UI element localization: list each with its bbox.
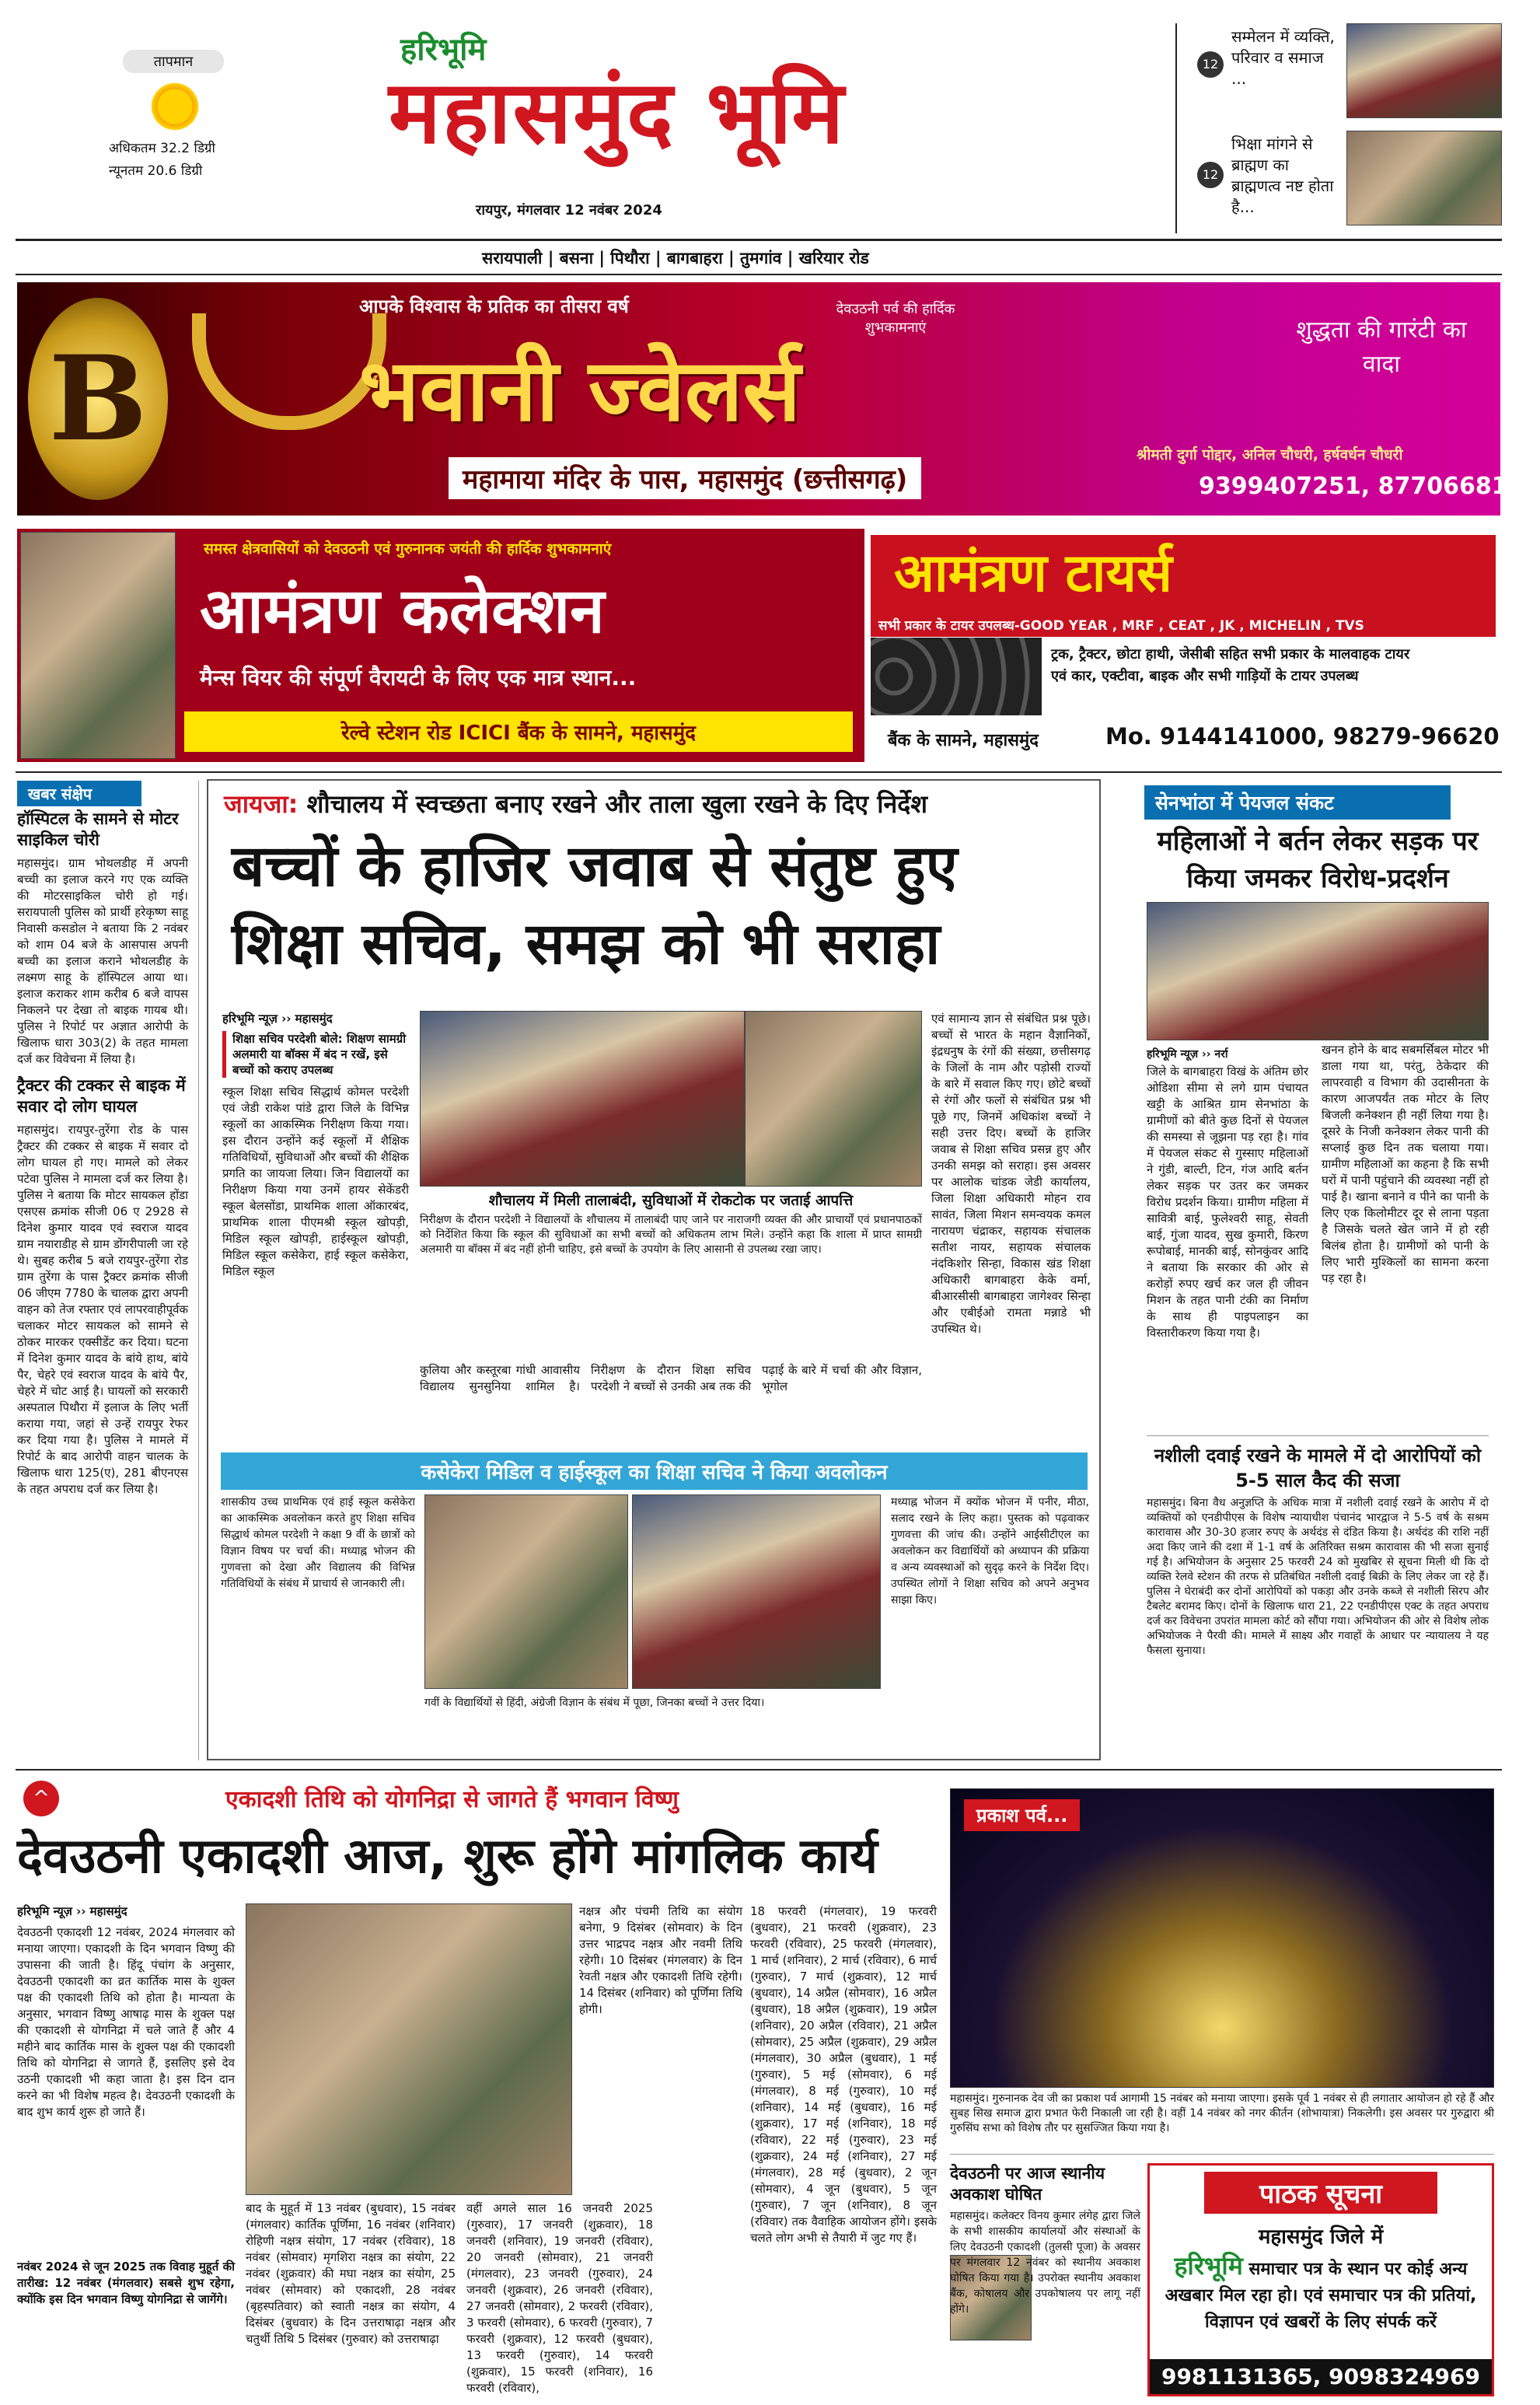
brief-body-1: महासमुंद। ग्राम भोथलडीह में अपनी बच्ची का इलाज करने गए एक व्यक्ति की मोटरसाइकिल चोरी हो गई। सरायपाली पुलिस को प्रार्थी हरेकृष्ण साहू निवासी कसडोल ने बताया कि 2 नवंबर को शाम 04 बजे के आसपास अपनी बच्ची का इलाज कराने भोथलडीह के लक्ष्मण साहू के हॉस्पिटल आया था। इलाज कराकर शाम करीब 6 बजे वापस निकलने पर देखा तो बाइक गायब थी। पुलिस ने रिपोर्ट पर अज्ञात आरोपी के खिलाफ धारा 303(2) के तहत मामला दर्ज कर विवेचना में लिया है। — [17, 856, 188, 1066]
lead-photo-officials[interactable] — [745, 1011, 922, 1187]
prakash-photo[interactable] — [950, 1788, 1494, 2088]
tyres-photo — [871, 638, 1042, 715]
prakash-label: प्रकाश पर्व... — [964, 1799, 1080, 1831]
notice-title: पाठक सूचना — [1204, 2172, 1437, 2214]
brief-headline-1[interactable]: हॉस्पिटल के सामने से मोटर साइकिल चोरी — [17, 809, 179, 849]
temp-min: न्यूनतम 20.6 डिग्री — [109, 163, 203, 179]
ekadashi-badge: ^ — [23, 1781, 59, 1816]
lead-kicker-tag: जायजा: — [224, 789, 299, 819]
jewellers-owners: श्रीमती दुर्गा पोद्दार, अनिल चौधरी, हर्षवर्धन चौधरी — [1137, 446, 1403, 463]
notice-line-1: महासमुंद जिले में — [1258, 2225, 1384, 2249]
lead-kicker-text: शौचालय में स्वच्छता बनाए रखने और ताला खुला रखने के दिए निर्देश — [306, 789, 928, 819]
collection-address: रेल्वे स्टेशन रोड ICICI बैंक के सामने, महासमुंद — [184, 711, 853, 752]
water-byline: हरिभूमि न्यूज़ ›› नर्रा — [1147, 1048, 1228, 1061]
tyres-desc: ट्रक, ट्रैक्टर, छोटा हाथी, जेसीबी सहित सभी प्रकार के मालवाहक टायर एवं कार, एक्टीवा, बाइक और सभी गाड़ियों के टायर उपलब्ध — [1051, 646, 1410, 684]
water-label: सेनभांठा में पेयजल संकट — [1144, 785, 1451, 820]
sun-icon — [148, 79, 202, 134]
brand-kicker: हरिभूमि — [400, 32, 487, 68]
sub-photo-2[interactable] — [632, 1494, 881, 1689]
tyres-name: आमंत्रण टायर्स — [871, 535, 1496, 613]
brief-label: खबर संक्षेप — [17, 781, 141, 806]
notice-brand: हरिभूमि — [1174, 2251, 1243, 2281]
ekadashi-col-2: बाद के मुहूर्त में 13 नवंबर (बुधवार), 15 नवंबर (मंगलवार) कार्तिक पूर्णिमा, 16 नवंबर (शनिवार) रोहिणी नक्षत्र संयोग, 17 नवंबर (रविवार), 18 नवंबर (सोमवार) मृगशिरा नक्षत्र का संयोग, 22 नवंबर (शुक्रवार) की मघा नक्षत्र का संयोग, 25 नवंबर (सोमवार) को एकादशी, 28 नवंबर (बृहस्पतिवार) को स्वाती नक्षत्र का संयोग, 4 दिसंबर (बुधवार) के दिन उत्तराषाढ़ा नक्षत्र और चतुर्थी तिथि 5 दिसंबर (गुरुवार) को उत्तराषाढ़ा — [246, 2201, 456, 2346]
temp-max: अधिकतम 32.2 डिग्री — [109, 141, 215, 156]
reader-notice — [1147, 2163, 1494, 2396]
lead-kicker — [224, 787, 927, 820]
sub-banner: कसेकेरा मिडिल व हाईस्कूल का शिक्षा सचिव ने किया अवलोकन — [221, 1452, 1088, 1490]
water-col-2: खनन होने के बाद सबमर्सिबल मोटर भी डाला गया था, परंतु, ठेकेदार की लापरवाही व विभाग की उदासीनता के कारण आजपर्यंत तक मोटर के लिए बिजली कनेक्शन ही नहीं लिया गया है। दूसरे के निजी कनेक्शन लेकर पानी की सप्लाई कुछ दिन तक चलाया गया। ग्रामीण महिलाओं का कहना है कि सभी घरों में पानी पहुंचाने की व्यवस्था नहीं हो पाई है। खाना बनाने व पीने का पानी के लिए एक किलोमीटर दूर से लाना पड़ता है जिसके चलते खेत जाने में हो रही बिलंब होता है। ग्रामीणों को पानी के लिए भारी मुश्किलों का सामना करना पड़ रहा है। — [1322, 1043, 1489, 1285]
lead-pull-quote: शिक्षा सचिव परदेशी बोले: शिक्षण सामग्री अलमारी या बॉक्स में बंद न रखें, इसे बच्चों को कराए उपलब्ध — [222, 1031, 409, 1078]
teaser-text: भिक्षा मांगने से ब्राह्मण का ब्राह्मणत्व नष्ट होता है... — [1231, 135, 1334, 216]
sub-left-text: शासकीय उच्च प्राथमिक एवं हाई स्कूल कसेकेरा का आकस्मिक अवलोकन करते हुए शिक्षा सचिव सिद्धार्थ कोमल परदेशी ने कक्षा 9 वीं के छात्रों को विज्ञान विषय पर चर्चा की। मध्याह्न भोजन की गुणवत्ता को देखा और विद्यालय की विभिन्न गतिविधियों के संबंध में प्राचार्य से जानकारी ली। — [221, 1496, 415, 1590]
tyres-phone: Mo. 9144141000, 98279-96620 — [1105, 723, 1500, 750]
amantran-ad[interactable] — [17, 529, 1500, 762]
sub-mid-text: गवीं के विद्यार्थियों से हिंदी, अंग्रेजी विज्ञान के संबंध में पूछा, जिनका बच्चों ने उत्तर दिया। — [424, 1697, 765, 1709]
jewellers-name: भवानी ज्वेलर्स — [359, 341, 801, 440]
water-headline[interactable]: महिलाओं ने बर्तन लेकर सड़क पर किया जमकर विरोध-प्रदर्शन — [1157, 826, 1479, 894]
ekadashi-col-1-tail: नवंबर 2024 से जून 2025 तक विवाह मुहूर्त की तारीख: 12 नवंबर (मंगलवार) सबसे शुभ रहेगा, क्योंकि इस दिन भगवान विष्णु योगनिद्रा से जागेंगे। — [17, 2260, 235, 2306]
jewellers-address: महामाया मंदिर के पास, महासमुंद (छत्तीसगढ़) — [449, 457, 921, 499]
lead-story — [207, 779, 1101, 1760]
towns-strip: सरायपाली | बसना | पिथौरा | बागबाहरा | तुमगांव | खरियार रोड — [482, 249, 869, 267]
weather-box — [109, 50, 241, 182]
lead-photo-students[interactable] — [420, 1011, 745, 1187]
tyres-brands: सभी प्रकार के टायर उपलब्ध-GOOD YEAR , MRF , CEAT , JK , MICHELIN , TVS — [871, 613, 1496, 637]
page-badge: 12 — [1197, 51, 1224, 78]
lead-col-1-text: स्कूल शिक्षा सचिव सिद्धार्थ कोमल परदेशी एवं जेडी राकेश पांडे द्वारा जिले के विभिन्न स्कूलों का आकस्मिक निरीक्षण किया गया। इस दौरान उन्होंने कई स्कूलों में शैक्षिक गतिविधियों, सुविधाओं और बच्चों की शैक्षिक प्रगति का जायजा लिया। जिन विद्यालयों का निरीक्षण किया गया उनमें हायर सेकेंडरी स्कूल बेलसोंडा, प्राथमिक शाला ऑकारबंद, प्राथमिक शाला पीएमश्री स्कूल खोपड़ी, मिडिल स्कूल खोपड़ी, हाईस्कूल खोपड़ी, मिडिल स्कूल कसेकेरा, हाई स्कूल कसेकेरा, मिडिल स्कूल — [222, 1085, 409, 1278]
gold-necklace — [192, 313, 386, 430]
lead-col-2b: कुलिया और कस्तूरबा गांधी आवासीय विद्यालय सुनसुनिया शामिल है। निरीक्षण के दौरान शिक्षा सचिव परदेशी ने बच्चों से उनकी अब तक की पढ़ाई के बारे में चर्चा की और विज्ञान, भूगोल — [420, 1363, 922, 1393]
brief-headline-2[interactable]: ट्रैक्टर की टक्कर से बाइक में सवार दो लोग घायल — [17, 1076, 186, 1116]
teaser-photo — [1346, 131, 1502, 225]
teaser-1[interactable] — [1197, 23, 1504, 121]
lead-col-1 — [222, 1031, 409, 1451]
notice-phones[interactable]: 9981131365, 9098324969 — [1150, 2359, 1492, 2394]
lead-photo-caption: शौचालय में मिली तालाबंदी, सुविधाओं में रोकटोक पर जताई आपत्ति — [488, 1192, 854, 1209]
ekadashi-col-2-top: नक्षत्र और पंचमी तिथि का संयोग बनेगा, 9 दिसंबर (सोमवार) के दिन उत्तर भाद्रपद नक्षत्र और नवमी तिथि रहेगी। 10 दिसंबर (मंगलवार) के दिन रेवती नक्षत्र और एकादशी तिथि रहेगी। 14 दिसंबर (शनिवार) को पूर्णिमा तिथि होगी। — [579, 1904, 742, 2016]
sub-right-text: मध्याह्न भोजन में क्योंक भोजन में पनीर, मीठा, सलाद रखने के लिए कहा। पुस्तक को पढ़वाकर गुणवत्ता की जांच की। उन्होंने आईसीटीएल का अवलोकन कर विद्यार्थियों को अध्यापन की प्रक्रिया व अन्य व्यवस्थाओं को सुदृढ़ करने के निर्देश दिए। उपस्थित लोगों ने शिक्षा सचिव को अपने अनुभव साझा किए। — [891, 1496, 1089, 1606]
weather-label: तापमान — [123, 50, 224, 73]
ekadashi-col-1: देवउठनी एकादशी 12 नवंबर, 2024 मंगलवार को मनाया जाएगा। एकादशी के दिन भगवान विष्णु की उपासना की जाती है। हिंदू पंचांग के अनुसार, देवउठनी एकादशी का व्रत कार्तिक मास के शुक्ल पक्ष की एकादशी तिथि को होता है। मान्यता के अनुसार, भगवान विष्णु आषाढ़ मास के शुक्ल पक्ष की एकादशी से योगनिद्रा में चले जाते हैं और 4 महीने बाद कार्तिक मास के शुक्ल पक्ष की एकादशी तिथि को योगनिद्रा से जागते हैं, इसलिए इसे देव उठनी एकादशी भी कहा जाता है। इस दिन दान करने का भी विशेष महत्व है। देवउठनी एकादशी के बाद शुभ कार्य शुरू हो जाते हैं। — [17, 1925, 235, 2119]
shop-photo — [20, 532, 176, 759]
festival-greeting: देवउठनी पर्व की हार्दिक शुभकामनाएं — [836, 301, 955, 336]
ad-tagline: आपके विश्वास के प्रतिक का तीसरा वर्ष — [359, 295, 629, 317]
brief-body-2: महासमुंद। रायपुर-तुरेंगा रोड के पास ट्रैक्टर की टक्कर से बाइक में सवार दो लोग घायल हो गए। मामले को लेकर पटेवा पुलिस ने मामला दर्ज कर लिया है। पुलिस ने बताया कि मोटर सायकल होंडा एसएस क्रमांक सीजी 06 ए 2928 से दिनेश कुमार यादव एवं स्वराज यादव ग्राम नयाराडीह से ग्राम डोंगरीपाली जा रहे थे। सुबह करीब 5 बजे रायपुर-तुरेंगा रोड ग्राम तुरेंगा के पास ट्रैक्टर क्रमांक सीजी 06 जीएम 7780 के चालक द्वारा अपनी वाहन को तेज रफ्तार एवं लापरवाहीपूर्वक चलाकर मोटर सायकल को सामने से ठोकर मारकर एक्सीडेंट कर दिया। घटना में दिनेश कुमार यादव के बांये हाथ, बांये पैर, चेहरे एवं स्वराज यादव के बांये पैर, चेहरे में चोट आई है। घायलों को सरकारी अस्पताल पिथौरा में इलाज के लिए भर्ती कराया गया, जहां से उन्हें रायपुर रेफर कर दिया गया है। पुलिस ने मामले में रिपोर्ट के बाद आरोपी वाहन चालक के खिलाफ धारा 125(ए), 281 बीएनएस के तहत अपराध दर्ज कर लिया है। — [17, 1123, 188, 1496]
collection-sub: मैन्स वियर की संपूर्ण वैरायटी के लिए एक मात्र स्थान... — [200, 665, 637, 690]
dateline: रायपुर, मंगलवार 12 नवंबर 2024 — [476, 202, 662, 218]
drug-headline[interactable]: नशीली दवाई रखने के मामले में दो आरोपियों को 5-5 साल कैद की सजा — [1154, 1445, 1482, 1491]
ad2-greeting: समस्त क्षेत्रवासियों को देवउठनी एवं गुरुनानक जयंती की हार्दिक शुभकामनाएं — [204, 540, 612, 558]
masthead-title: महासमुंद भूमि — [389, 62, 846, 163]
sub-photo-1[interactable] — [424, 1494, 628, 1689]
page-badge: 12 — [1197, 162, 1224, 188]
teaser-photo — [1346, 23, 1502, 118]
drug-body: महासमुंद। बिना वैध अनुज्ञप्ति के अधिक मात्रा में नशीली दवाई रखने के आरोप में दो व्यक्तियों को एनडीपीएस के विशेष न्यायाधीश पंचानंद भारद्वाज ने 5-5 वर्ष के सश्रम कारावास और 30-30 हजार रुपए के अर्थदंड से दंडित किया है। अर्थदंड की राशि नहीं अदा किए जाने की दशा में 1-1 वर्ष के अतिरिक्त सश्रम कारावास की भी सजा सुनाई गई है। अभियोजन के अनुसार 25 फरवरी 24 को मुखबिर से सूचना मिली थी कि दो व्यक्ति रेलवे स्टेशन की तरफ से प्रतिबंधित नशीली दवाई बिक्री के लिए लेकर जा रहे हैं। पुलिस ने घेराबंदी कर दोनों आरोपियों को पकड़ा और उनके कब्जे से नशीली सिरप और टैबलेट बरामद किए। दोनों के खिलाफ धारा 21, 22 एनडीपीएस एक्ट के तहत अपराध दर्ज कर विवेचना उपरांत मामला कोर्ट को सौंपा गया। अभियोजन की ओर से विशेष लोक अभियोजक ने पैरवी की। मामले में साक्ष्य और गवाहों के आधार पर न्यायालय ने यह फैसला सुनाया। — [1147, 1497, 1489, 1657]
jewellers-ad[interactable] — [17, 282, 1540, 516]
holiday-headline[interactable]: देवउठनी पर आज स्थानीय अवकाश घोषित — [950, 2164, 1105, 2204]
lead-headline-2[interactable]: शिक्षा सचिव, समझ को भी सराहा — [232, 911, 941, 977]
tyres-address: बैंक के सामने, महासमुंद — [888, 731, 1039, 750]
ekadashi-photo[interactable] — [246, 1903, 572, 2195]
notice-line-2: समाचार पत्र के स्थान पर कोई अन्य अखबार मिल रहा हो। एवं समाचार पत्र की प्रतियां, विज्ञापन एवं खबरों के लिए संपर्क करें — [1165, 2260, 1477, 2332]
ekadashi-byline: हरिभूमि न्यूज़ ›› महासमुंद — [17, 1904, 127, 1918]
water-photo[interactable] — [1147, 902, 1489, 1040]
collection-name: आमंत्रण कलेक्शन — [200, 575, 605, 647]
ekadashi-kicker: एकादशी तिथि को योगनिद्रा से जागते हैं भगवान विष्णु — [225, 1786, 679, 1813]
jewellers-logo: B — [28, 298, 168, 500]
jewellers-promise: शुद्धता की गारंटी का वादा — [1296, 316, 1467, 378]
brief-column — [17, 809, 188, 1742]
lead-byline: हरिभूमि न्यूज़ ›› महासमुंद — [222, 1012, 333, 1026]
water-col-1: जिले के बागबाहरा विखं के अंतिम छोर ओडिशा सीमा से लगे ग्राम पंचायत खट्टी के आश्रित ग्राम सेनभांठा के ग्रामीणों को बीते कुछ दिनों से पेयजल की समस्या से जूझना पड़ रहा है। गांव में पेयजल संकट से गुस्साए महिलाओं ने गुंडी, बाल्टी, टिन, गंज आदि बर्तन लेकर सड़क पर उतर कर जमकर विरोध प्रदर्शन किया। ग्रामीण महिला में सावित्री बाई, फुलेश्वरी साहू, सेवती बाई, गुंजा यादव, सुख कुमारी, किरण रूपोबाई, मानकी बाई, सोनकुंवर आदि ने बताया कि सरकार की ओर से करोड़ों रुपए खर्च कर जल ही जीवन मिशन के तहत पानी टंकी का निर्माण के साथ ही पाइपलाइन का विस्तारीकरण किया गया है। — [1147, 1064, 1308, 1340]
teaser-text: सम्मेलन में व्यक्ति, परिवार व समाज ... — [1231, 27, 1335, 88]
ekadashi-col-3: वहीं अगले साल 16 जनवरी 2025 (गुरुवार), 17 जनवरी (शुक्रवार), 18 जनवरी (शनिवार), 19 जनवरी (रविवार), 20 जनवरी (सोमवार), 21 जनवरी (मंगलवार), 23 जनवरी (गुरुवार), 24 जनवरी (शुक्रवार), 26 जनवरी (रविवार), 27 जनवरी (सोमवार), 2 फरवरी (रविवार), 3 फरवरी (सोमवार), 6 फरवरी (गुरुवार), 7 फरवरी (शुक्रवार), 12 फरवरी (बुधवार), 13 फरवरी (गुरुवार), 14 फरवरी (शुक्रवार), 15 फरवरी (शनिवार), 16 फरवरी (रविवार), — [466, 2201, 653, 2395]
prakash-caption: महासमुंद। गुरुनानक देव जी का प्रकाश पर्व आगामी 15 नवंबर को मनाया जाएगा। इसके पूर्व 1 नवंबर से ही लगातार आयोजन हो रहे हैं और सुबह सिख समाज द्वारा प्रभात फेरी निकाली जा रही है। वहीं 14 नवंबर को नगर कीर्तन (शोभायात्रा) निकलेगी। इस अवसर पर गुरुद्वारा श्री गुरुसिंघ सभा को विशेष तौर पर सुसज्जित किया गया है। — [950, 2092, 1494, 2134]
lead-col-3: एवं सामान्य ज्ञान से संबंधित प्रश्न पूछे। बच्चों से भारत के महान वैज्ञानिकों, इंद्रधनुष के रंगों की संख्या, छत्तीसगढ़ के जिलों के नाम और पड़ोसी राज्यों के बारे में सवाल किए गए। छोटे बच्चों से रंगों और फलों से संबंधित प्रश्न भी पूछे गए, जिनमें अधिकांश बच्चों ने सही उत्तर दिए। बच्चों के हाजिर जवाब से शिक्षा सचिव प्रसन्न हुए और उनकी समझ को सराहा। इस अवसर पर आलोक चांडक जेडी कार्यालय, जिला शिक्षा अधिकारी मोहन राव सावंत, जिला मिशन समन्वयक कमल नारायण चंद्राकर, सहायक संचालक सतीश नायर, सहायक संचालक नंदकिशोर सिन्हा, विकास खंड शिक्षा अधिकारी बागबाहरा केके वर्मा, बीआरसीसी बागबाहरा जागेश्वर सिन्हा और एबीईओ रामता मन्नाडे भी उपस्थित थे। — [931, 1012, 1091, 1336]
jewellers-phones: 9399407251, 8770668185 — [1199, 473, 1540, 500]
lead-headline-1[interactable]: बच्चों के हाजिर जवाब से संतुष्ट हुए — [232, 833, 958, 900]
ekadashi-col-4: 18 फरवरी (मंगलवार), 19 फरवरी (बुधवार), 21 फरवरी (शुक्रवार), 23 फरवरी (रविवार), 25 फरवरी (मंगलवार), 1 मार्च (शनिवार), 2 मार्च (रविवार), 6 मार्च (गुरुवार), 7 मार्च (शुक्रवार), 12 मार्च (बुधवार), 14 अप्रैल (सोमवार), 16 अप्रैल (बुधवार), 18 अप्रैल (शुक्रवार), 19 अप्रैल (शनिवार), 20 अप्रैल (रविवार), 21 अप्रैल (सोमवार), 25 अप्रैल (शुक्रवार), 29 अप्रैल (मंगलवार), 30 अप्रैल (बुधवार), 1 मई (गुरुवार), 5 मई (सोमवार), 6 मई (मंगलवार), 8 मई (गुरुवार), 10 मई (शनिवार), 14 मई (बुधवार), 16 मई (शुक्रवार), 17 मई (शनिवार), 18 मई (रविवार), 22 मई (गुरुवार), 23 मई (शुक्रवार), 24 मई (शनिवार), 27 मई (मंगलवार), 28 मई (बुधवार), 2 जून (सोमवार), 4 जून (बुधवार), 5 जून (गुरुवार), 7 जून (शनिवार), 8 जून (रविवार) तक वैवाहिक आयोजन होंगे। इसके चलते लोग अभी से तैयारी में जुट गए हैं। — [750, 1904, 937, 2245]
ekadashi-headline[interactable]: देवउठनी एकादशी आज, शुरू होंगे मांगलिक कार्य — [17, 1827, 878, 1884]
holiday-body: महासमुंद। कलेक्टर विनय कुमार लंगेह द्वारा जिले के सभी शासकीय कार्यालयों और संस्थाओं के लिए देवउठनी एकादशी (तुलसी पूजा) के अवसर पर मंगलवार 12 नवंबर को स्थानीय अवकाश घोषित किया गया है। उपरोक्त स्थानीय अवकाश बैंक, कोषालय और उपकोषालय पर लागू नहीं होंगे। — [950, 2210, 1140, 2316]
lead-caption-body: निरीक्षण के दौरान परदेशी ने विद्यालयों के शौचालय में तालाबंदी पाए जाने पर नाराजगी व्यक्त की और प्राचार्यों एवं प्रधानपाठकों को निर्देशित किया कि स्कूल की सुविधाओं का सभी बच्चों को अधिकतम लाभ मिले। उन्होंने कहा कि शाला में प्राप्त सामग्री अलमारी या बॉक्स में बंद नहीं होनी चाहिए, इसे बच्चों के उपयोग के लिए आसानी से उपलब्ध रखा जाए। — [420, 1214, 922, 1256]
teaser-2[interactable] — [1197, 131, 1504, 228]
